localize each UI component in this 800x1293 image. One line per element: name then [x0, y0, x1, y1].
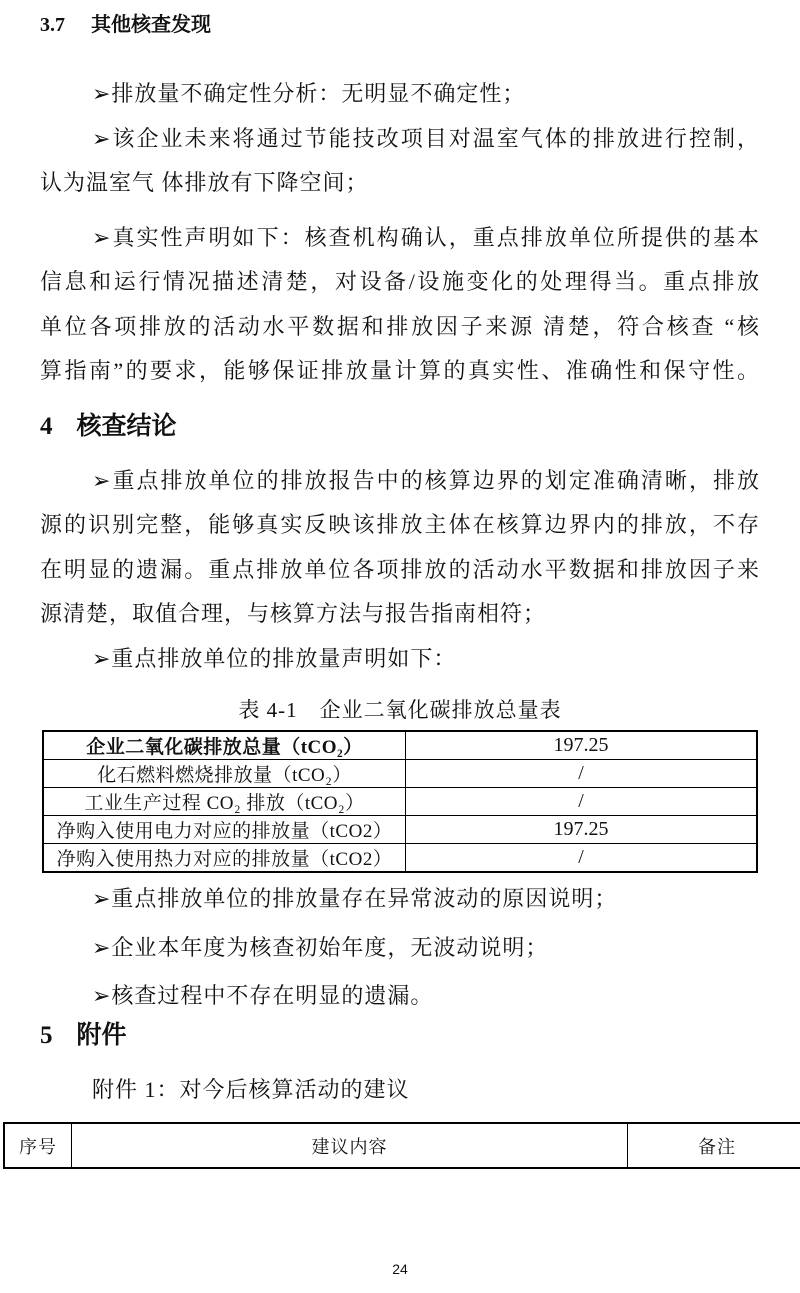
heading-4	[40, 412, 760, 442]
paragraph-line: 源清楚，取值合理，与核算方法与报告指南相符；	[40, 601, 547, 626]
emission-category-cell: 化石燃料燃烧排放量（tCO₂）	[43, 760, 406, 788]
paragraph-truth-statement	[40, 216, 760, 394]
emission-category-cell: 工业生产过程 CO₂ 排放（tCO₂）	[43, 788, 406, 816]
table-row	[43, 816, 757, 844]
header-note-cell: 备注	[628, 1123, 800, 1168]
emission-category-cell: 净购入使用热力对应的排放量（tCO2）	[43, 844, 406, 873]
paragraph-line: 在明显的遗漏。重点排放单位各项排放的活动水平数据和排放因子来	[40, 556, 760, 582]
paragraph-fluctuation: ➢重点排放单位的排放量存在异常波动的原因说明；	[92, 886, 618, 911]
heading-number: 4	[40, 412, 53, 440]
table-row	[43, 731, 757, 760]
emission-value-cell: 197.25	[406, 731, 758, 760]
emission-value-cell: /	[406, 788, 758, 816]
paragraph-attachment-1: 附件 1：对今后核算活动的建议	[92, 1076, 410, 1102]
table-row	[43, 760, 757, 788]
paragraph-initial-year: ➢企业本年度为核查初始年度，无波动说明；	[92, 934, 549, 960]
suggestions-table	[3, 1122, 800, 1169]
emission-value-cell: /	[406, 844, 758, 873]
emission-category-cell: 净购入使用电力对应的排放量（tCO2）	[43, 816, 406, 844]
table-row	[43, 788, 757, 816]
paragraph-line: 单位各项排放的活动水平数据和排放因子来源 清楚，符合核查 “核	[40, 313, 760, 339]
heading-title: 核查结论	[76, 412, 177, 440]
paragraph-no-omission: ➢核查过程中不存在明显的遗漏。	[92, 983, 434, 1008]
heading-number: 3.7	[40, 14, 65, 36]
heading-3-7	[40, 12, 760, 38]
emissions-total-table	[42, 730, 758, 873]
heading-title: 其他核查发现	[91, 14, 211, 36]
paragraph-line: 源的识别完整，能够真实反映该排放主体在核算边界内的排放，不存	[40, 512, 760, 537]
paragraph-line: ➢该企业未来将通过节能技改项目对温室气体的排放进行控制，	[92, 125, 760, 151]
table-header-row	[4, 1123, 800, 1168]
paragraph-future-control	[40, 117, 760, 206]
heading-title: 附件	[76, 1021, 127, 1049]
paragraph-line: 信息和运行情况描述清楚，对设备/设施变化的处理得当。重点排放	[40, 269, 760, 294]
paragraph-line: 算指南”的要求，能够保证排放量计算的真实性、准确性和保守性。	[40, 358, 760, 383]
paragraph-line: ➢重点排放单位的排放报告中的核算边界的划定准确清晰，排放	[92, 467, 760, 493]
paragraph-line: ➢真实性声明如下：核查机构确认，重点排放单位所提供的基本	[92, 224, 760, 250]
emission-category-cell: 企业二氧化碳排放总量（tCO₂）	[43, 731, 406, 760]
paragraph-emission-statement: ➢重点排放单位的排放量声明如下：	[92, 645, 457, 671]
paragraph-conclusion	[40, 459, 760, 637]
emission-value-cell: 197.25	[406, 816, 758, 844]
paragraph-line: 认为温室气 体排放有下降空间；	[40, 170, 369, 195]
paragraph-uncertainty: ➢排放量不确定性分析：无明显不确定性；	[92, 81, 526, 106]
header-seq-cell: 序号	[4, 1123, 72, 1168]
page-number: 24	[392, 1261, 408, 1277]
table-row	[43, 844, 757, 873]
heading-5	[40, 1021, 760, 1051]
header-suggestion-cell: 建议内容	[72, 1123, 628, 1168]
table-caption: 表 4-1 企业二氧化碳排放总量表	[238, 698, 562, 722]
emission-value-cell: /	[406, 760, 758, 788]
heading-number: 5	[40, 1021, 53, 1049]
